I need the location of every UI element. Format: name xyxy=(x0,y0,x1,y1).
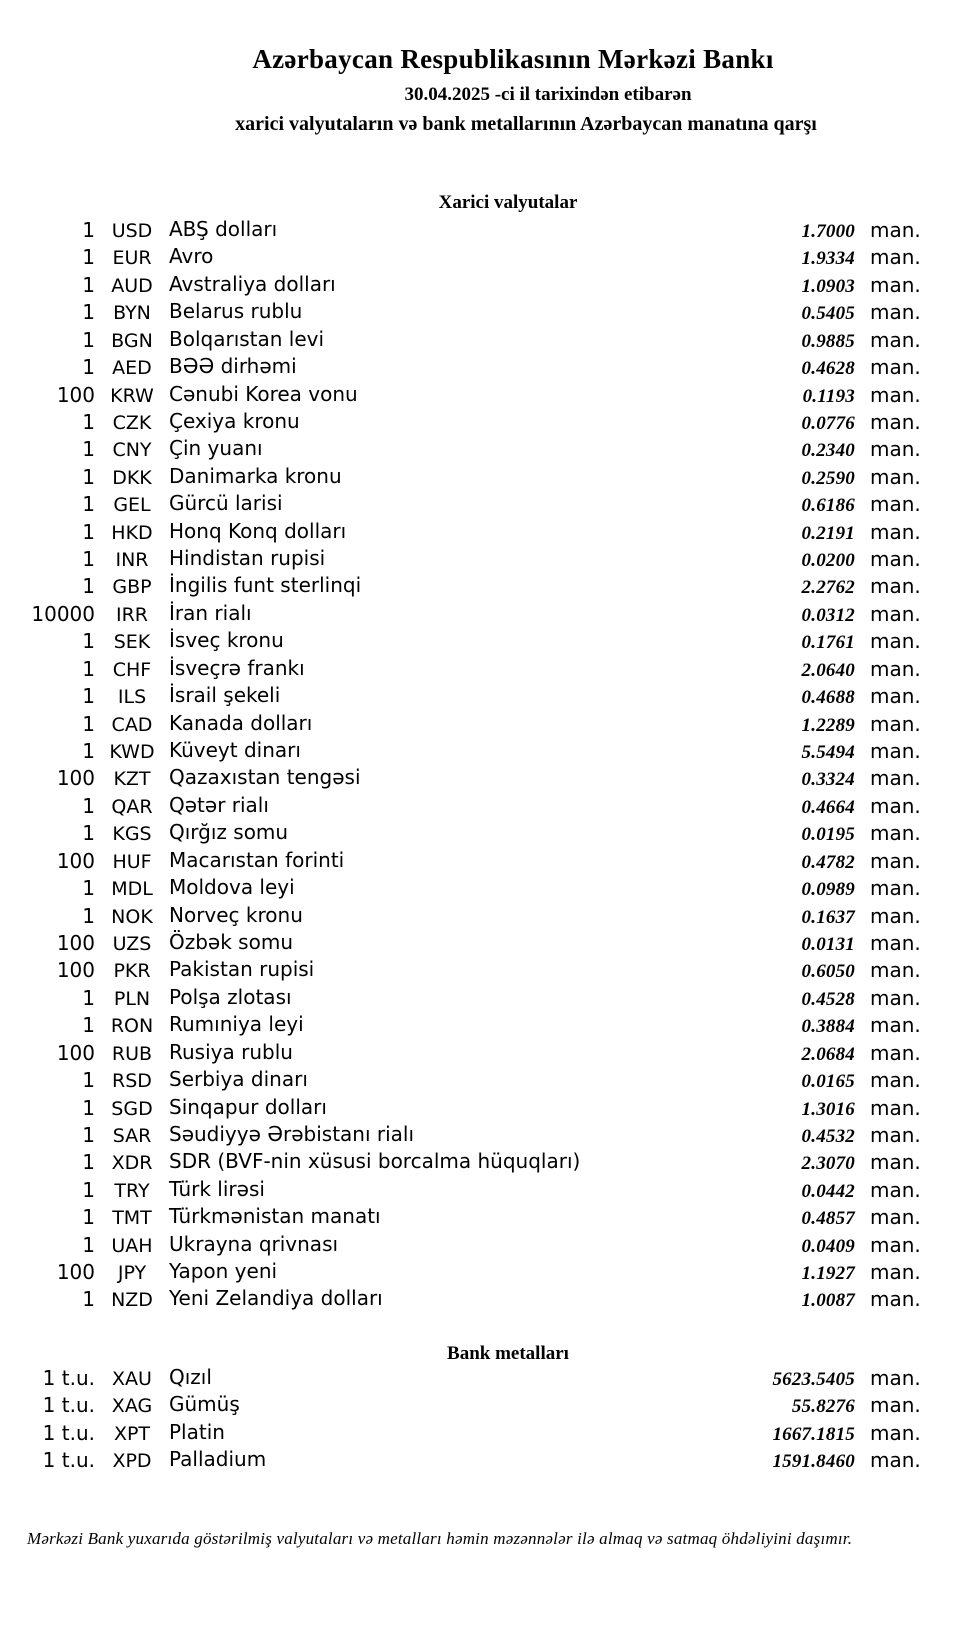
currency-name-cell: Rumıniya leyi xyxy=(169,1012,304,1037)
unit-label-cell: man. xyxy=(870,1420,921,1445)
unit-label-cell: man. xyxy=(870,327,921,352)
unit-label-cell: man. xyxy=(870,272,921,297)
rate-value-cell: 0.2191 xyxy=(801,522,855,544)
currency-name-cell: Platin xyxy=(169,1419,225,1444)
currency-code-cell: PLN xyxy=(113,987,151,1010)
unit-label-cell: man. xyxy=(870,1260,921,1285)
currency-name-cell: Səudiyyə Ərəbistanı rialı xyxy=(169,1121,415,1146)
unit-label-cell: man. xyxy=(870,300,921,325)
currency-name-cell: Belarus rublu xyxy=(169,299,303,324)
currency-name-cell: BƏƏ dirhəmi xyxy=(169,354,297,379)
quantity-cell: 1 xyxy=(82,547,95,572)
currency-row xyxy=(0,1205,976,1232)
currency-code-cell: CZK xyxy=(112,411,152,434)
currency-row xyxy=(0,437,976,464)
unit-label-cell: man. xyxy=(870,1287,921,1312)
currency-row xyxy=(0,245,976,272)
rate-value-cell: 0.0131 xyxy=(801,933,855,955)
rate-value-cell: 0.0312 xyxy=(801,604,855,626)
currency-row xyxy=(0,766,976,793)
currency-code-cell: XDR xyxy=(111,1152,153,1175)
currency-name-cell: Türkmənistan manatı xyxy=(169,1204,381,1229)
currency-name-cell: Türk lirəsi xyxy=(169,1176,265,1201)
currency-code-cell: INR xyxy=(115,549,149,572)
currency-name-cell: Çin yuanı xyxy=(169,436,263,461)
rate-value-cell: 0.5405 xyxy=(801,303,855,325)
quantity-cell: 1 xyxy=(82,684,95,709)
currency-row xyxy=(0,821,976,848)
currency-row xyxy=(0,986,976,1013)
currency-code-cell: IRR xyxy=(115,603,148,626)
rate-value-cell: 0.9885 xyxy=(801,330,855,352)
currency-row xyxy=(0,1096,976,1123)
rate-value-cell: 5.5494 xyxy=(801,742,855,764)
currency-row xyxy=(0,794,976,821)
quantity-cell: 1 xyxy=(82,1013,95,1038)
currency-row xyxy=(0,1068,976,1095)
rate-value-cell: 0.0195 xyxy=(801,824,855,846)
currency-code-cell: RUB xyxy=(111,1042,153,1065)
currency-row xyxy=(0,629,976,656)
currency-row xyxy=(0,465,976,492)
quantity-cell: 1 xyxy=(82,245,95,270)
rate-value-cell: 2.0684 xyxy=(801,1043,855,1065)
quantity-cell: 1 xyxy=(82,1287,95,1312)
metal-row xyxy=(0,1393,976,1420)
currency-code-cell: NOK xyxy=(111,905,153,928)
rate-value-cell: 1.0903 xyxy=(801,275,855,297)
quantity-cell: 1 xyxy=(82,1068,95,1093)
currency-code-cell: CAD xyxy=(111,713,153,736)
unit-label-cell: man. xyxy=(870,492,921,517)
unit-label-cell: man. xyxy=(870,1150,921,1175)
currency-name-cell: Polşa zlotası xyxy=(169,984,292,1009)
quantity-cell: 1 xyxy=(82,1177,95,1202)
currency-name-cell: Palladium xyxy=(169,1447,267,1472)
unit-label-cell: man. xyxy=(870,1448,921,1473)
quantity-cell: 1 xyxy=(82,1095,95,1120)
unit-label-cell: man. xyxy=(870,656,921,681)
currency-row xyxy=(0,1233,976,1260)
currency-name-cell: Serbiya dinarı xyxy=(169,1067,308,1092)
currency-code-cell: GEL xyxy=(113,494,151,517)
currency-code-cell: KGS xyxy=(112,823,152,846)
currency-row xyxy=(0,574,976,601)
currency-name-cell: İsrail şekeli xyxy=(169,683,281,708)
rate-value-cell: 2.2762 xyxy=(801,577,855,599)
currency-row xyxy=(0,1178,976,1205)
currency-code-cell: XPD xyxy=(112,1450,152,1473)
currency-row xyxy=(0,1260,976,1287)
quantity-cell: 1 xyxy=(82,739,95,764)
unit-label-cell: man. xyxy=(870,519,921,544)
quantity-cell: 1 xyxy=(82,793,95,818)
quantity-cell: 1 xyxy=(82,1122,95,1147)
rate-value-cell: 2.0640 xyxy=(801,659,855,681)
currency-row xyxy=(0,520,976,547)
unit-label-cell: man. xyxy=(870,355,921,380)
currency-row xyxy=(0,849,976,876)
rate-value-cell: 0.0200 xyxy=(801,550,855,572)
rate-value-cell: 0.2590 xyxy=(801,467,855,489)
rate-value-cell: 0.4664 xyxy=(801,796,855,818)
currency-name-cell: İsveçrə frankı xyxy=(169,655,305,680)
quantity-cell: 1 xyxy=(82,218,95,242)
unit-label-cell: man. xyxy=(870,821,921,846)
unit-label-cell: man. xyxy=(870,848,921,873)
unit-label-cell: man. xyxy=(870,1232,921,1257)
currency-name-cell: Çexiya kronu xyxy=(169,408,300,433)
currency-row xyxy=(0,1123,976,1150)
unit-label-cell: man. xyxy=(870,1177,921,1202)
currency-row xyxy=(0,547,976,574)
currency-name-cell: Qətər rialı xyxy=(169,792,269,817)
unit-label-cell: man. xyxy=(870,766,921,791)
quantity-cell: 100 xyxy=(56,930,95,955)
quantity-cell: 1 t.u. xyxy=(42,1393,95,1418)
currency-row xyxy=(0,383,976,410)
currency-name-cell: Küveyt dinarı xyxy=(169,738,301,763)
currency-row xyxy=(0,657,976,684)
metal-row xyxy=(0,1421,976,1448)
rate-value-cell: 0.3884 xyxy=(801,1016,855,1038)
currency-code-cell: USD xyxy=(111,220,153,242)
currency-code-cell: SEK xyxy=(113,631,151,654)
currency-name-cell: Gümüş xyxy=(169,1392,240,1417)
currency-code-cell: ILS xyxy=(117,686,147,709)
quantity-cell: 100 xyxy=(56,1260,95,1285)
currency-code-cell: TRY xyxy=(114,1179,150,1202)
currency-row xyxy=(0,300,976,327)
rate-value-cell: 0.4857 xyxy=(801,1208,855,1230)
currency-code-cell: DKK xyxy=(112,466,152,489)
currency-name-cell: İran rialı xyxy=(169,600,252,625)
currency-name-cell: Danimarka kronu xyxy=(169,463,342,488)
currency-name-cell: Avro xyxy=(169,244,214,269)
currency-code-cell: CHF xyxy=(112,658,152,681)
quantity-cell: 1 xyxy=(82,492,95,517)
rate-value-cell: 0.0409 xyxy=(801,1235,855,1257)
unit-label-cell: man. xyxy=(870,437,921,462)
rate-value-cell: 0.0989 xyxy=(801,879,855,901)
currency-row xyxy=(0,931,976,958)
unit-label-cell: man. xyxy=(870,218,921,242)
rate-value-cell: 0.0776 xyxy=(801,412,855,434)
currency-name-cell: Qırğız somu xyxy=(169,820,289,845)
unit-label-cell: man. xyxy=(870,1205,921,1230)
quantity-cell: 1 t.u. xyxy=(42,1448,95,1473)
currency-row xyxy=(0,684,976,711)
unit-label-cell: man. xyxy=(870,1013,921,1038)
unit-label-cell: man. xyxy=(870,1122,921,1147)
rate-value-cell: 0.6050 xyxy=(801,961,855,983)
quantity-cell: 1 xyxy=(82,1150,95,1175)
rate-value-cell: 0.1193 xyxy=(802,385,855,407)
currency-name-cell: İsveç kronu xyxy=(169,628,284,653)
quantity-cell: 1 xyxy=(82,355,95,380)
currency-name-cell: Cənubi Korea vonu xyxy=(169,381,358,406)
metal-rates-table xyxy=(0,1366,976,1476)
currency-name-cell: Gürcü larisi xyxy=(169,491,283,516)
currency-name-cell: Honq Konq dolları xyxy=(169,518,347,543)
unit-label-cell: man. xyxy=(870,574,921,599)
currency-code-cell: XAG xyxy=(111,1395,153,1418)
quantity-cell: 1 xyxy=(82,300,95,325)
quantity-cell: 100 xyxy=(56,766,95,791)
currency-row xyxy=(0,1041,976,1068)
currency-row xyxy=(0,958,976,985)
currency-row xyxy=(0,739,976,766)
currency-code-cell: HKD xyxy=(111,521,153,544)
currency-name-cell: Kanada dolları xyxy=(169,710,313,735)
unit-label-cell: man. xyxy=(870,876,921,901)
unit-label-cell: man. xyxy=(870,930,921,955)
currency-code-cell: NZD xyxy=(111,1289,153,1312)
unit-label-cell: man. xyxy=(870,464,921,489)
metal-row xyxy=(0,1366,976,1393)
quantity-cell: 1 xyxy=(82,519,95,544)
currency-row xyxy=(0,410,976,437)
quantity-cell: 1 xyxy=(82,574,95,599)
quantity-cell: 1 xyxy=(82,437,95,462)
quantity-cell: 1 xyxy=(82,272,95,297)
currency-row xyxy=(0,904,976,931)
currency-name-cell: Moldova leyi xyxy=(169,875,295,900)
rate-value-cell: 0.3324 xyxy=(801,769,855,791)
currency-code-cell: KRW xyxy=(110,384,154,407)
currency-code-cell: AED xyxy=(112,357,152,380)
unit-label-cell: man. xyxy=(870,547,921,572)
currency-row xyxy=(0,492,976,519)
currency-row xyxy=(0,602,976,629)
quantity-cell: 1 xyxy=(82,1205,95,1230)
rate-value-cell: 1.2289 xyxy=(801,714,855,736)
rate-value-cell: 55.8276 xyxy=(791,1396,855,1418)
unit-label-cell: man. xyxy=(870,739,921,764)
unit-label-cell: man. xyxy=(870,601,921,626)
unit-label-cell: man. xyxy=(870,985,921,1010)
currency-row xyxy=(0,1287,976,1314)
currency-name-cell: ABŞ dolları xyxy=(169,217,278,241)
quantity-cell: 1 xyxy=(82,876,95,901)
quantity-cell: 1 xyxy=(82,629,95,654)
rate-value-cell: 0.4628 xyxy=(801,358,855,380)
unit-label-cell: man. xyxy=(870,1068,921,1093)
quantity-cell: 1 xyxy=(82,903,95,928)
currency-code-cell: TMT xyxy=(112,1207,152,1230)
currency-code-cell: AUD xyxy=(111,274,153,297)
currency-code-cell: SAR xyxy=(112,1124,152,1147)
quantity-cell: 100 xyxy=(56,382,95,407)
page-subtitle: xarici valyutaların və bank metallarının Azərbaycan manatına qarşı xyxy=(235,113,817,135)
unit-label-cell: man. xyxy=(870,958,921,983)
currency-code-cell: CNY xyxy=(112,439,152,462)
rate-value-cell: 0.4532 xyxy=(801,1125,855,1147)
currency-code-cell: GBP xyxy=(112,576,152,599)
quantity-cell: 100 xyxy=(56,848,95,873)
quantity-cell: 1 t.u. xyxy=(42,1365,95,1390)
currency-name-cell: Sinqapur dolları xyxy=(169,1094,327,1119)
unit-label-cell: man. xyxy=(870,629,921,654)
currency-code-cell: EUR xyxy=(112,247,152,270)
rate-value-cell: 1.7000 xyxy=(801,221,855,242)
currency-code-cell: KWD xyxy=(109,741,155,764)
currency-name-cell: Norveç kronu xyxy=(169,902,303,927)
quantity-cell: 1 xyxy=(82,1232,95,1257)
quantity-cell: 1 xyxy=(82,711,95,736)
page-title: Azərbaycan Respublikasının Mərkəzi Bankı xyxy=(252,44,774,74)
currency-code-cell: HUF xyxy=(112,850,152,873)
unit-label-cell: man. xyxy=(870,245,921,270)
currency-code-cell: RON xyxy=(110,1015,154,1038)
currency-row xyxy=(0,1013,976,1040)
currency-name-cell: Ukrayna qrivnası xyxy=(169,1231,339,1256)
currency-name-cell: Avstraliya dolları xyxy=(169,271,336,296)
currency-code-cell: UAH xyxy=(111,1234,153,1257)
quantity-cell: 1 t.u. xyxy=(42,1420,95,1445)
unit-label-cell: man. xyxy=(870,1040,921,1065)
currency-row xyxy=(0,273,976,300)
currency-name-cell: Bolqarıstan levi xyxy=(169,326,325,351)
quantity-cell: 1 xyxy=(82,656,95,681)
quantity-cell: 1 xyxy=(82,327,95,352)
rate-value-cell: 1.1927 xyxy=(801,1263,855,1285)
rate-value-cell: 1.3016 xyxy=(801,1098,855,1120)
rate-value-cell: 0.4782 xyxy=(801,851,855,873)
disclaimer-note: Mərkəzi Bank yuxarıda göstərilmiş valyutaları və metalları həmin məzənnələr ilə almaq və satmaq öhdəliyini daşımır. xyxy=(27,1528,853,1548)
currency-row xyxy=(0,328,976,355)
unit-label-cell: man. xyxy=(870,903,921,928)
currency-name-cell: Qızıl xyxy=(169,1364,212,1389)
currency-code-cell: JPY xyxy=(117,1262,147,1285)
unit-label-cell: man. xyxy=(870,409,921,434)
currency-row xyxy=(0,876,976,903)
currency-code-cell: XPT xyxy=(113,1422,151,1445)
currency-name-cell: Macarıstan forinti xyxy=(169,847,345,872)
quantity-cell: 1 xyxy=(82,985,95,1010)
currency-name-cell: Özbək somu xyxy=(169,929,293,954)
rate-value-cell: 5623.5405 xyxy=(772,1368,855,1390)
currency-name-cell: Qazaxıstan tengəsi xyxy=(169,765,361,790)
rate-value-cell: 2.3070 xyxy=(801,1153,855,1175)
metals-section-title: Bank metalları xyxy=(447,1342,569,1364)
currency-code-cell: RSD xyxy=(112,1070,152,1093)
currency-name-cell: İngilis funt sterlinqi xyxy=(169,573,362,598)
unit-label-cell: man. xyxy=(870,1365,921,1390)
currencies-section-title: Xarici valyutalar xyxy=(438,192,578,213)
quantity-cell: 1 xyxy=(82,821,95,846)
currency-code-cell: MDL xyxy=(111,878,153,901)
currency-code-cell: BYN xyxy=(113,302,151,325)
quantity-cell: 10000 xyxy=(31,601,95,626)
rate-value-cell: 1.9334 xyxy=(801,248,855,270)
unit-label-cell: man. xyxy=(870,382,921,407)
currency-row xyxy=(0,355,976,382)
currency-name-cell: Rusiya rublu xyxy=(169,1039,293,1064)
quantity-cell: 100 xyxy=(56,1040,95,1065)
rate-value-cell: 1.0087 xyxy=(801,1290,855,1312)
currency-name-cell: Pakistan rupisi xyxy=(169,957,315,982)
currency-code-cell: XAU xyxy=(112,1367,152,1390)
rate-value-cell: 0.1637 xyxy=(801,906,855,928)
currency-name-cell: SDR (BVF-nin xüsusi borcalma hüquqları) xyxy=(169,1149,581,1174)
unit-label-cell: man. xyxy=(870,1095,921,1120)
currency-row xyxy=(0,712,976,739)
rate-value-cell: 1591.8460 xyxy=(772,1451,855,1473)
effective-date-line: 30.04.2025 -ci il tarixindən etibarən xyxy=(404,84,692,105)
quantity-cell: 1 xyxy=(82,409,95,434)
currency-name-cell: Hindistan rupisi xyxy=(169,546,326,571)
rate-value-cell: 0.0442 xyxy=(801,1180,855,1202)
unit-label-cell: man. xyxy=(870,684,921,709)
currency-code-cell: SGD xyxy=(111,1097,153,1120)
currency-code-cell: QAR xyxy=(111,795,153,818)
rate-value-cell: 0.1761 xyxy=(801,632,855,654)
metal-row xyxy=(0,1448,976,1475)
quantity-cell: 100 xyxy=(56,958,95,983)
currency-name-cell: Yeni Zelandiya dolları xyxy=(169,1286,383,1311)
rate-value-cell: 0.6186 xyxy=(801,495,855,517)
currency-row xyxy=(0,1150,976,1177)
currency-code-cell: BGN xyxy=(111,329,153,352)
rate-value-cell: 0.0165 xyxy=(801,1071,855,1093)
currency-code-cell: UZS xyxy=(112,932,152,955)
currency-rates-table xyxy=(0,218,976,1315)
rate-value-cell: 0.4688 xyxy=(801,687,855,709)
currency-code-cell: PKR xyxy=(113,960,151,983)
rate-value-cell: 0.2340 xyxy=(801,440,855,462)
exchange-rates-document xyxy=(0,44,976,1634)
unit-label-cell: man. xyxy=(870,1393,921,1418)
rate-value-cell: 0.4528 xyxy=(801,988,855,1010)
unit-label-cell: man. xyxy=(870,711,921,736)
quantity-cell: 1 xyxy=(82,464,95,489)
currency-row xyxy=(0,218,976,245)
rate-value-cell: 1667.1815 xyxy=(772,1423,855,1445)
currency-name-cell: Yapon yeni xyxy=(169,1259,278,1284)
currency-code-cell: KZT xyxy=(113,768,151,791)
unit-label-cell: man. xyxy=(870,793,921,818)
